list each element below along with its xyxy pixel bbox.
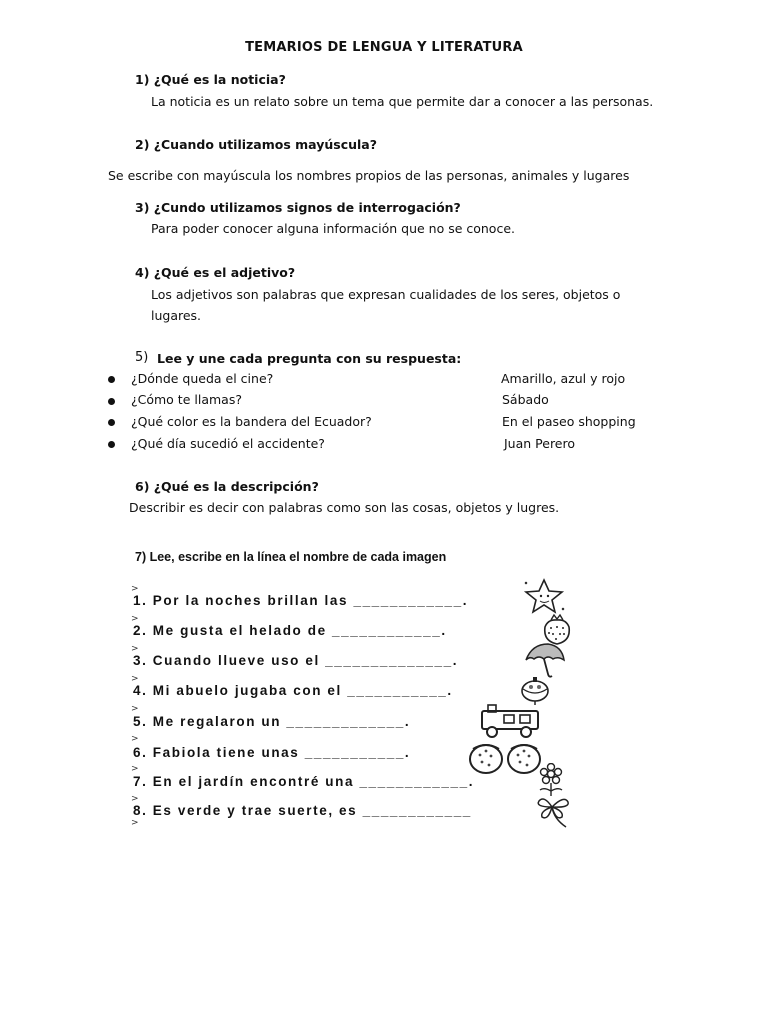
match-answer: Amarillo, azul y rojo [501,371,626,386]
match-answer: Sábado [502,392,549,407]
match-question: ¿Qué color es la bandera del Ecuador? [131,414,372,429]
star-icon [522,578,566,614]
question-2: 2) ¿Cuando utilizamos mayúscula? [135,137,377,152]
question-7: 7) Lee, escribe en la línea el nombre de cada imagen [135,550,447,564]
answer-2: Se escribe con mayúscula los nombres propios de las personas, animales y lugares [108,168,630,183]
fill-line-2: 2. Me gusta el helado de ____________. [133,623,447,638]
fill-line-5: 5. Me regalaron un _____________. [133,714,411,729]
fill-line-1: 1. Por la noches brillan las ____________. [133,593,469,608]
bullet-icon [108,398,115,405]
match-answer: En el paseo shopping [502,414,636,429]
question-5: Lee y une cada pregunta con su respuesta: [157,351,462,366]
question-3: 3) ¿Cundo utilizamos signos de interrogación? [135,200,461,215]
page-title: TEMARIOS DE LENGUA Y LITERATURA [245,40,523,55]
clover-icon [530,793,574,829]
umbrella-icon [522,640,566,680]
fill-line-6: 6. Fabiola tiene unas ___________. [133,745,411,760]
match-question: ¿Cómo te llamas? [131,392,242,407]
answer-3: Para poder conocer alguna información que no se conoce. [151,221,515,236]
match-question: ¿Qué día sucedió el accidente? [131,436,325,451]
train-icon [480,703,542,739]
match-answer: Juan Perero [504,436,576,451]
fill-line-4: 4. Mi abuelo jugaba con el ___________. [133,683,453,698]
match-question: ¿Dónde queda el cine? [131,371,274,386]
question-6: 6) ¿Qué es la descripción? [135,479,319,494]
flower-icon [530,763,572,797]
answer-6: Describir es decir con palabras como son las cosas, objetos y lugres. [129,500,560,515]
bullet-icon [108,376,115,383]
question-1: 1) ¿Qué es la noticia? [135,72,286,87]
question-5-number: 5) [135,350,149,365]
fill-line-7: 7. En el jardín encontré una ____________. [133,774,475,789]
fill-line-8: 8. Es verde y trae suerte, es ____________ [133,803,472,818]
answer-4-line-1: Los adjetivos son palabras que expresan cualidades de los seres, objetos o [151,287,621,302]
question-4: 4) ¿Qué es el adjetivo? [135,265,296,280]
bullet-icon [108,419,115,426]
answer-4-line-2: lugares. [151,308,202,323]
answer-1: La noticia es un relato sobre un tema que permite dar a conocer a las personas. [151,94,654,109]
bullet-icon [108,441,115,448]
fill-line-3: 3. Cuando llueve uso el ______________. [133,653,459,668]
